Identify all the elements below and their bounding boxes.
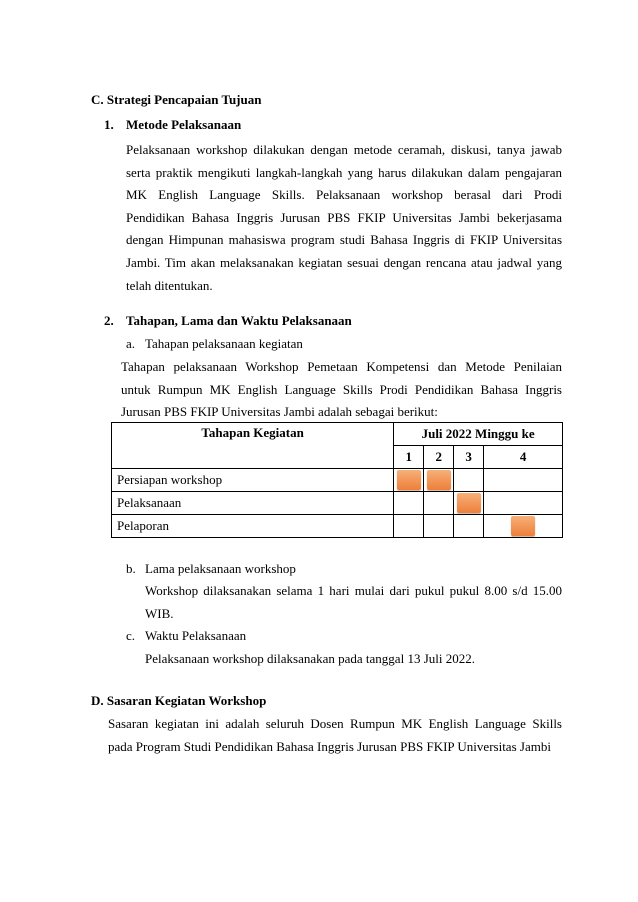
schedule-bar bbox=[511, 516, 535, 536]
item-1-number: 1. bbox=[104, 117, 114, 132]
schedule-bar bbox=[397, 470, 421, 490]
table-row bbox=[112, 515, 563, 538]
week-cell bbox=[454, 469, 484, 492]
paragraph-line: Tahapan pelaksanaan Workshop Pemetaan Kompetensi dan Metode Penilaian bbox=[121, 359, 562, 374]
paragraph-line: Jurusan PBS FKIP Universitas Jambi adalah sebagai berikut: bbox=[121, 404, 438, 420]
week-cell bbox=[424, 469, 454, 492]
paragraph-line: WIB. bbox=[145, 605, 174, 621]
paragraph-line: MK English Language Skills. Pelaksanaan workshop berasal dari Prodi bbox=[126, 187, 562, 203]
schedule-bar bbox=[457, 493, 481, 513]
paragraph-line: Jambi. Tim akan melaksanakan kegiatan sesuai dengan rencana atau jadwal yang bbox=[126, 254, 562, 270]
sub-b-label: b. bbox=[126, 561, 136, 576]
week-cell bbox=[454, 492, 484, 515]
paragraph-line: dengan Himpunan mahasiswa program studi Bahasa Inggris di FKIP Universitas bbox=[126, 232, 562, 248]
col-activity-header: Tahapan Kegiatan bbox=[112, 423, 394, 469]
week-cell bbox=[484, 515, 563, 538]
week-cell bbox=[394, 469, 424, 492]
week-number: 1 bbox=[394, 446, 424, 469]
week-number: 4 bbox=[484, 446, 563, 469]
activity-cell: Pelaporan bbox=[112, 515, 394, 538]
item-2-title: Tahapan, Lama dan Waktu Pelaksanaan bbox=[126, 313, 352, 328]
sub-c-label: c. bbox=[126, 628, 136, 643]
week-cell bbox=[484, 492, 563, 515]
activity-cell: Persiapan workshop bbox=[112, 469, 394, 492]
paragraph-line: Pelaksanaan workshop dilakukan dengan metode ceramah, diskusi, tanya jawab bbox=[126, 142, 562, 157]
activity-cell: Pelaksanaan bbox=[112, 492, 394, 515]
section-c-heading: C. Strategi Pencapaian Tujuan bbox=[91, 92, 262, 107]
sub-c-paragraph bbox=[145, 648, 562, 671]
week-cell bbox=[484, 469, 563, 492]
week-cell bbox=[424, 492, 454, 515]
paragraph-line: telah ditentukan. bbox=[126, 277, 213, 293]
week-cell bbox=[424, 515, 454, 538]
paragraph-line: pada Program Studi Pendidikan Bahasa Inggris Jurusan PBS FKIP Universitas Jambi bbox=[108, 738, 551, 754]
section-d-paragraph bbox=[108, 713, 562, 758]
schedule-table bbox=[111, 422, 563, 538]
sub-b-paragraph bbox=[145, 580, 562, 625]
sub-b-title: Lama pelaksanaan workshop bbox=[145, 561, 296, 576]
paragraph-line: Workshop dilaksanakan selama 1 hari mulai dari pukul pukul 8.00 s/d 15.00 bbox=[145, 583, 562, 598]
item-1-title: Metode Pelaksanaan bbox=[126, 117, 242, 132]
week-cell bbox=[454, 515, 484, 538]
paragraph-line: Pendidikan Bahasa Inggris Jurusan PBS FKIP Universitas Jambi bekerjasama bbox=[126, 209, 562, 225]
item-1-paragraph bbox=[126, 139, 562, 297]
week-number: 3 bbox=[454, 446, 484, 469]
table-row bbox=[112, 469, 563, 492]
week-cell bbox=[394, 492, 424, 515]
week-cell bbox=[394, 515, 424, 538]
col-weeks-header: Juli 2022 Minggu ke bbox=[394, 423, 563, 446]
sub-a-title: Tahapan pelaksanaan kegiatan bbox=[145, 336, 303, 351]
table-row bbox=[112, 492, 563, 515]
paragraph-line: Pelaksanaan workshop dilaksanakan pada tanggal 13 Juli 2022. bbox=[145, 651, 475, 666]
sub-c-title: Waktu Pelaksanaan bbox=[145, 628, 247, 643]
week-number: 2 bbox=[424, 446, 454, 469]
item-2-number: 2. bbox=[104, 313, 114, 328]
sub-a-paragraph bbox=[121, 356, 562, 424]
section-d-heading: D. Sasaran Kegiatan Workshop bbox=[91, 693, 267, 708]
paragraph-line: untuk Rumpun MK English Language Skills Prodi Pendidikan Bahasa Inggris bbox=[121, 381, 562, 397]
sub-a-label: a. bbox=[126, 336, 136, 351]
paragraph-line: Sasaran kegiatan ini adalah seluruh Dosen Rumpun MK English Language Skills bbox=[108, 716, 562, 731]
paragraph-line: serta praktik mengikuti langkah-langkah yang harus dilakukan dalam pengajaran bbox=[126, 164, 562, 180]
schedule-bar bbox=[427, 470, 451, 490]
